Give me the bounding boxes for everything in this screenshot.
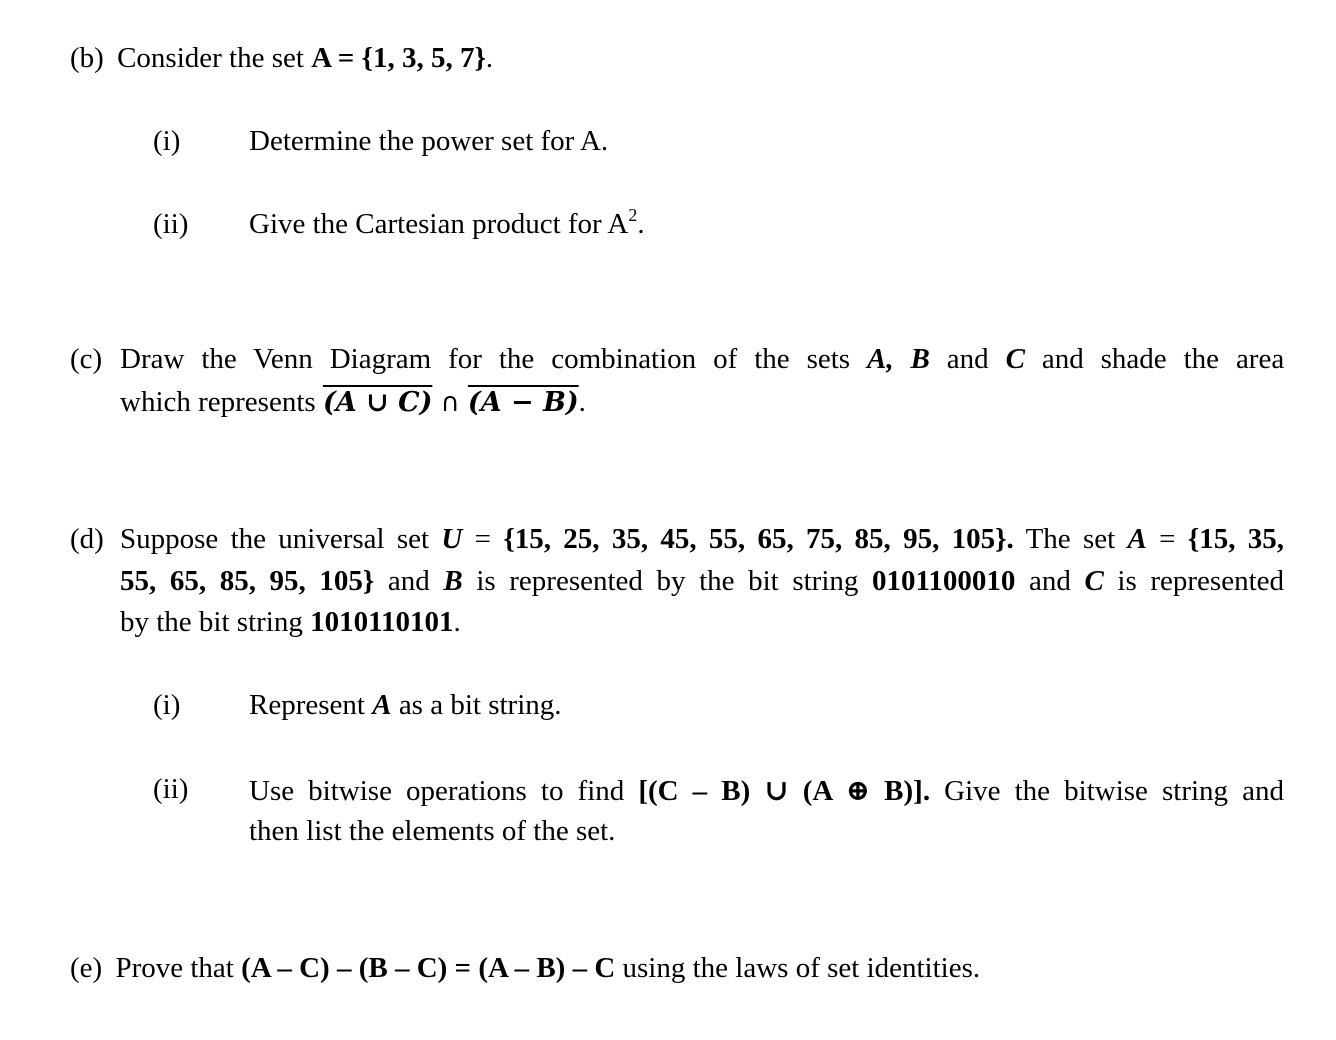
question-c-label: (c) [70,343,103,375]
question-d-i-text: Represent A as a bit string. [249,689,562,721]
set-b: B [910,343,930,375]
question-b-ii-label: (ii) [153,208,189,240]
question-e-text: Prove that (A – C) – (B – C) = (A – B) – C using the laws of set identities. [115,952,981,984]
bit-string-b: 0101100010 [872,565,1016,597]
complement-a-minus-b: (A − B) [467,387,579,418]
question-d-line-3: by the bit string 1010110101. [120,606,461,638]
set-a: A, [866,343,894,375]
universal-set-values: {15, 25, 35, 45, 55, 65, 75, 85, 95, 105}. [503,523,1014,555]
question-b-text: Consider the set A = {1, 3, 5, 7}. [117,42,494,74]
question-c-line-1: Draw the Venn Diagram for the combination of the sets A, B and C and shade the area [120,343,1285,375]
intersection-symbol: ∩ [432,388,468,418]
set-c: C [1005,343,1025,375]
complement-a-union-c: (A ∪ C) [322,387,433,418]
question-b-i-text: Determine the power set for A. [249,125,609,157]
question-d-line-2: 55, 65, 85, 95, 105} and B is represented by the bit string 0101100010 and C is represented [120,565,1285,597]
bitwise-expression: [(C – B) ∪ (A ⊕ B)]. [638,775,931,807]
bit-string-c: 1010110101 [310,606,454,638]
question-d-i-label: (i) [153,689,181,721]
exponent: 2 [628,205,638,225]
question-b [70,42,493,75]
question-b-label: (b) [70,42,104,74]
question-b-i-label: (i) [153,125,181,157]
question-e [70,952,980,985]
set-identity-expression: (A – C) – (B – C) = (A – B) – C [241,952,616,984]
question-d-ii-line-2: then list the elements of the set. [249,815,616,847]
question-d-ii-label: (ii) [153,773,189,805]
set-a-definition: A = {1, 3, 5, 7} [311,42,486,74]
question-c-line-2: which represents (A ∪ C) ∩ (A − B). [120,386,586,418]
question-e-label: (e) [70,952,103,984]
question-b-ii-text: Give the Cartesian product for $A^2$. [249,205,645,240]
question-d-line-1: Suppose the universal set U = {15, 25, 35, 45, 55, 65, 75, 85, 95, 105}. The set A = {15, 35, [120,523,1285,555]
question-d-ii-line-1: Use bitwise operations to find [(C – B) ∪ (A ⊕ B)]. Give the bitwise string and [249,775,1284,807]
question-d-label: (d) [70,523,104,555]
